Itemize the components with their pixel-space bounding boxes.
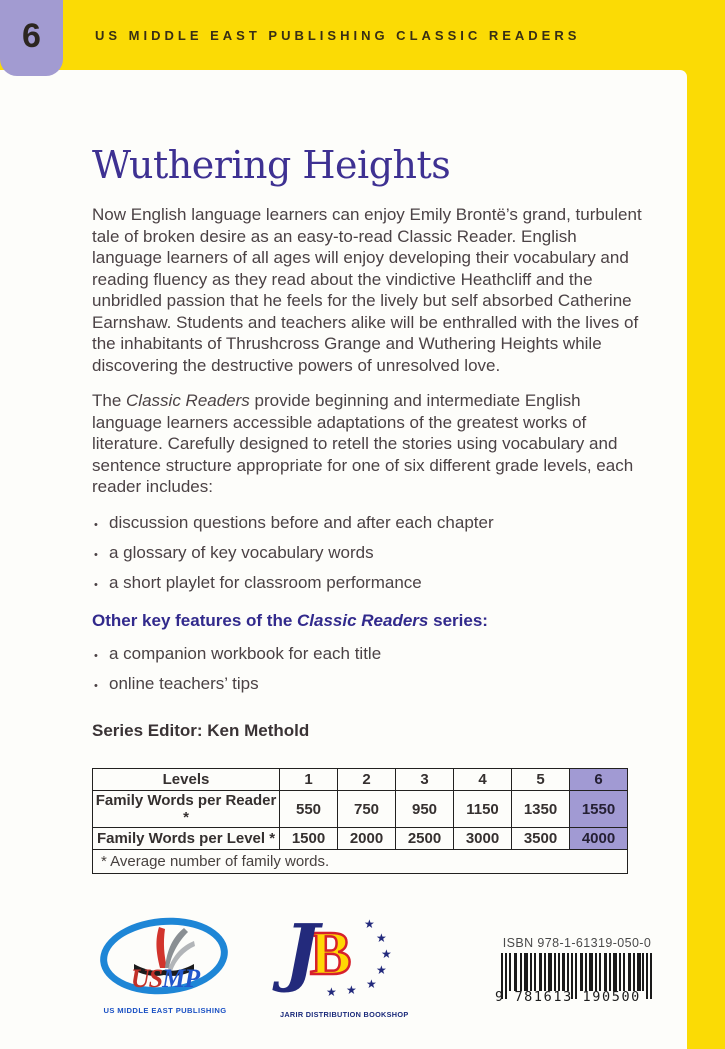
level-cell: 4 [454, 769, 512, 791]
levels-header-cell: Levels [93, 769, 280, 791]
series-banner-text: US MIDDLE EAST PUBLISHING CLASSIC READERS [95, 28, 581, 43]
star-icon: ★ [376, 931, 387, 945]
table-footnote: * Average number of family words. [93, 850, 628, 874]
list-item: • a companion workbook for each title [92, 643, 646, 664]
series-description-paragraph [92, 390, 646, 498]
table-row [93, 828, 628, 850]
usmp-logo [94, 916, 236, 1015]
other-features-post: series: [428, 610, 488, 630]
value-cell: 2500 [396, 828, 454, 850]
usmp-wordmark-us: US [130, 964, 163, 993]
list-item: • discussion questions before and after each chapter [92, 512, 646, 533]
barcode [495, 953, 653, 1005]
level-cell: 3 [396, 769, 454, 791]
other-features-italic: Classic Readers [297, 610, 429, 630]
jarir-j-letter: J [284, 909, 320, 995]
usmp-caption: US MIDDLE EAST PUBLISHING [103, 1006, 227, 1015]
jarir-caption: JARIR DISTRIBUTION BOOKSHOP [280, 1010, 409, 1019]
page-title: Wuthering Heights [92, 143, 451, 187]
value-cell: 1500 [280, 828, 338, 850]
value-cell: 3500 [512, 828, 570, 850]
value-cell-highlighted: 4000 [570, 828, 628, 850]
usmp-logo-art [94, 916, 236, 1000]
jarir-logo [280, 909, 409, 1019]
value-cell: 2000 [338, 828, 396, 850]
isbn-block [494, 936, 660, 1005]
level-cell-highlighted: 6 [570, 769, 628, 791]
other-features-pre: Other key features of the [92, 610, 298, 630]
reader-features-list [92, 512, 646, 593]
list-item: • online teachers’ tips [92, 673, 646, 694]
series-description-pre: The [92, 391, 127, 410]
star-icon: ★ [346, 983, 357, 997]
levels-table [92, 768, 628, 874]
star-icon: ★ [326, 985, 337, 999]
star-icon: ★ [376, 963, 387, 977]
star-icon: ★ [366, 977, 377, 991]
publisher-logos [94, 909, 409, 1019]
series-features-list [92, 643, 646, 694]
value-cell: 1350 [512, 791, 570, 828]
table-header-row [93, 769, 628, 791]
series-banner [95, 28, 580, 43]
value-cell: 1150 [454, 791, 512, 828]
row-label-cell: Family Words per Level * [93, 828, 280, 850]
main-content [92, 142, 646, 755]
table-row [93, 791, 628, 828]
value-cell-highlighted: 1550 [570, 791, 628, 828]
usmp-wordmark-mp: MP [162, 964, 200, 993]
series-description-post: provide beginning and intermediate English language learners accessible adaptations of the greatest works of literature. Carefully designed to retell the stories using vocabulary and sentence structure appropriate for one of six different grade levels, each reader includes: [92, 391, 634, 496]
usmp-wordmark [94, 964, 236, 994]
series-description-italic: Classic Readers [126, 391, 250, 410]
jarir-logo-art [280, 909, 398, 1002]
list-item: • a glossary of key vocabulary words [92, 542, 646, 563]
jarir-b-letter: B [310, 920, 352, 988]
list-item: • a short playlet for classroom performance [92, 572, 646, 593]
row-label-cell: Family Words per Reader * [93, 791, 280, 828]
value-cell: 950 [396, 791, 454, 828]
level-cell: 5 [512, 769, 570, 791]
table-footnote-row [93, 850, 628, 874]
level-cell: 2 [338, 769, 396, 791]
value-cell: 750 [338, 791, 396, 828]
value-cell: 550 [280, 791, 338, 828]
level-number: 6 [22, 16, 41, 55]
level-badge [0, 0, 63, 76]
synopsis-paragraph: Now English language learners can enjoy Emily Brontë’s grand, turbulent tale of broken desire as an easy-to-read Classic Reader. English language learners of all ages will enjoy developing their vocabulary and reading fluency as they read about the vindictive Heathcliff and the unbridled passion that he feels for the lively but self absorbed Catherine Earnshaw. Students and teachers alike will be enthralled with the lives of the inhabitants of Thrushcross Grange and Wuthering Heights while discovering the destructive powers of unresolved love. [92, 205, 642, 375]
level-cell: 1 [280, 769, 338, 791]
star-icon: ★ [364, 917, 375, 931]
isbn-label: ISBN 978-1-61319-050-0 [502, 936, 652, 950]
barcode-digits: 9 781613 190500 [495, 989, 641, 1005]
star-icon: ★ [381, 947, 392, 961]
other-features-heading [92, 611, 646, 631]
value-cell: 3000 [454, 828, 512, 850]
series-editor: Series Editor: Ken Methold [92, 720, 310, 740]
